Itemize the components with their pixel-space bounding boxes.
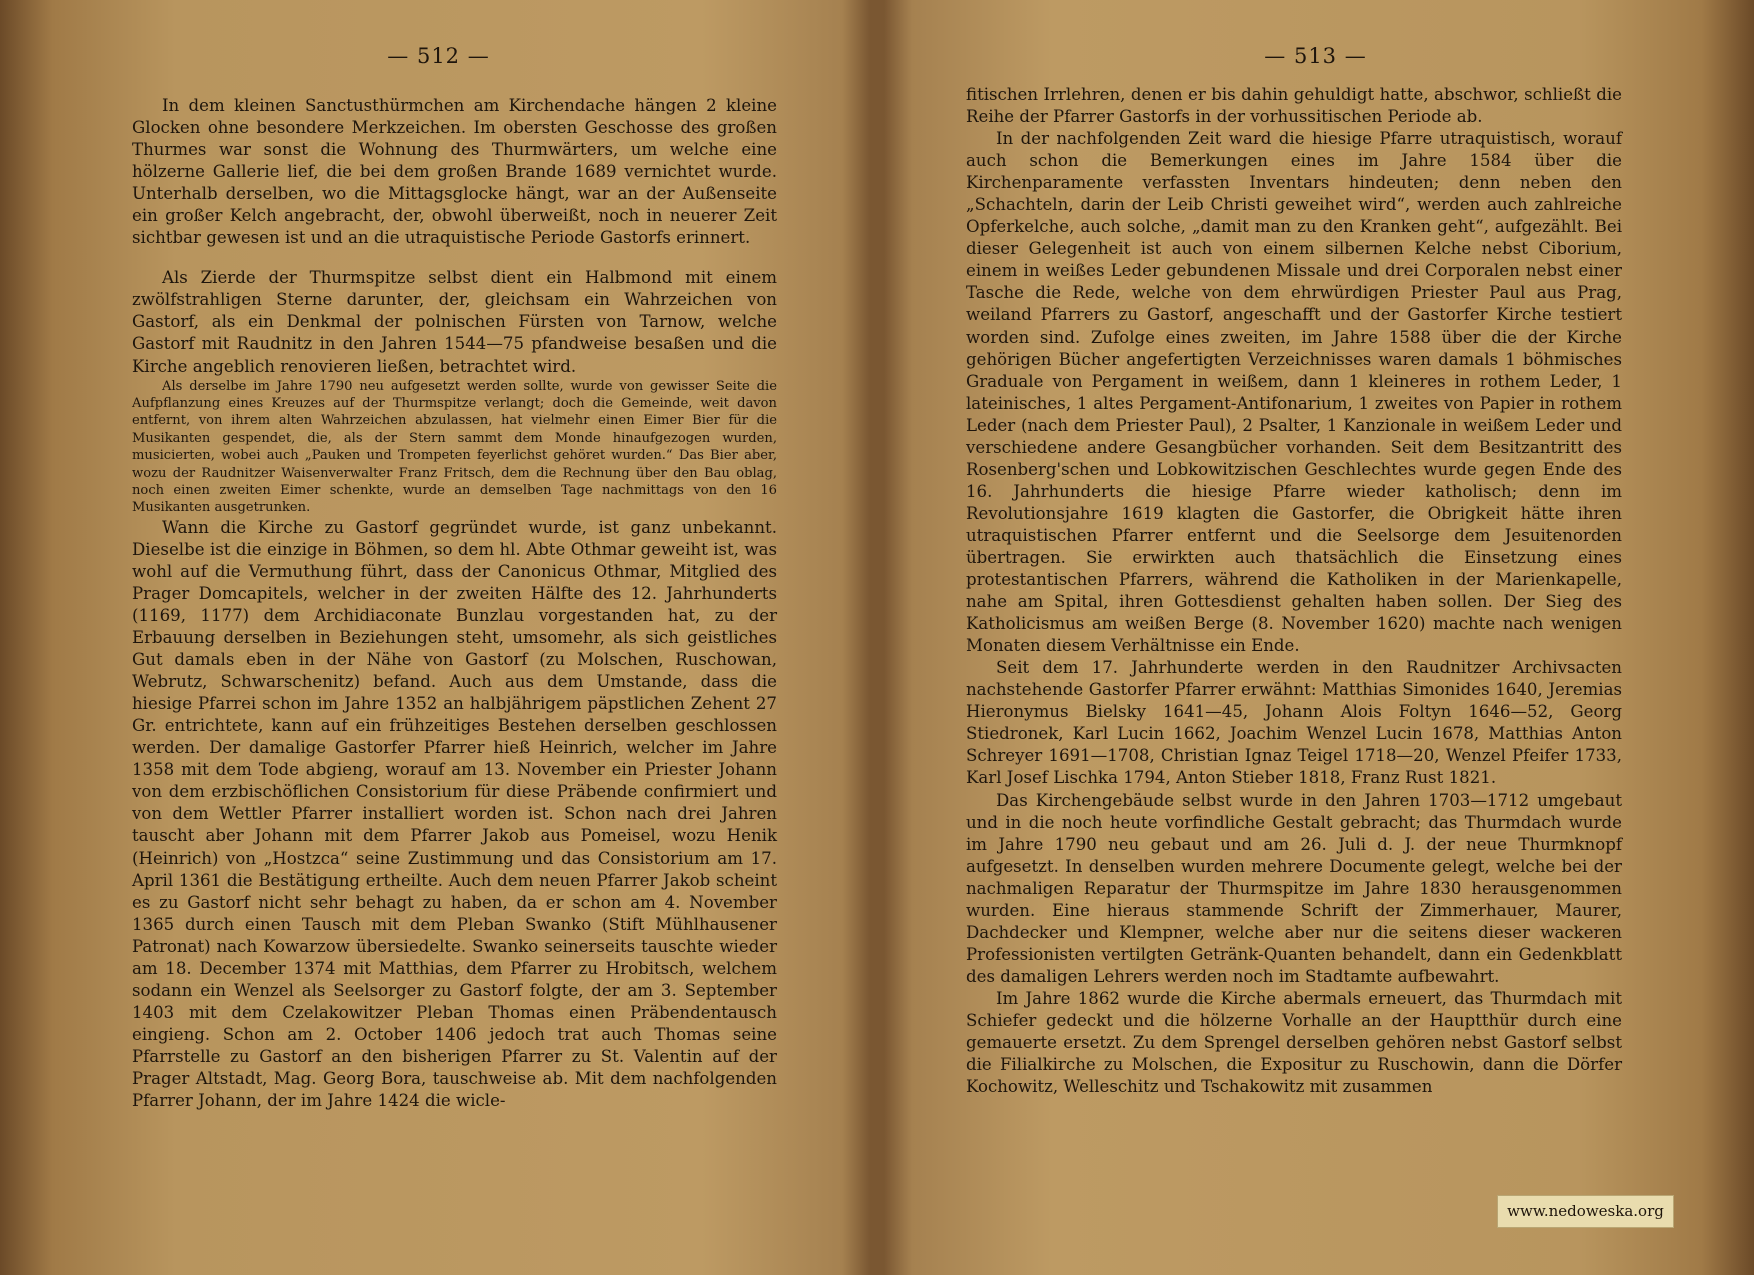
right-page bbox=[877, 0, 1754, 1275]
right-page-text bbox=[966, 84, 1622, 1098]
footnote: Als derselbe im Jahre 1790 neu aufgesetzt werden sollte, wurde von gewisser Seite die Aufpflanzung eines Kreuzes auf der Thurmspitze verlangt; doch die Gemeinde, weit davon entfernt, von ihrem alten Wahrzeichen abzulassen, hat vielmehr einen Eimer Bier für die Musikanten gespendet, die, als der Stern sammt dem Monde hinaufgezogen wurden, musicierten, wobei auch „Pauken und Trompeten feyerlichst gehöret wurden.“ Das Bier aber, wozu der Raudnitzer Waisenverwalter Franz Fritsch, dem die Rechnung über den Bau oblag, noch einen zweiten Eimer schenkte, wurde an demselben Tage nachmittags von den 16 Musikanten ausgetrunken. bbox=[132, 378, 777, 516]
watermark-label: www.nedoweska.org bbox=[1497, 1195, 1674, 1228]
paragraph: In der nachfolgenden Zeit ward die hiesige Pfarre utraquistisch, worauf auch schon die Bemerkungen eines im Jahre 1584 über die Kirchenparamente verfassten Inventars hindeuten; denn neben den „Schachteln, darin der Leib Christi geweihet wird“, werden auch zahlreiche Opferkelche, auch solche, „damit man zu den Kranken geht“, aufgezählt. Bei dieser Gelegenheit ist auch von einem silbernen Kelche nebst Ciborium, einem in weißes Leder gebundenen Missale und drei Corporalen nebst einer Tasche die Rede, welche von dem ehrwürdigen Priester Paul aus Prag, weiland Pfarrers zu Gastorf, angeschafft und der Gastorfer Kirche testiert worden sind. Zufolge eines zweiten, im Jahre 1588 über die der Kirche gehörigen Bücher angefertigten Verzeichnisses waren damals 1 böhmisches Graduale von Pergament in weißem, dann 1 kleineres in rothem Leder, 1 lateinisches, 1 altes Pergament-Antifonarium, 1 zweites von Papier in rothem Leder (nach dem Priester Paul), 2 Psalter, 1 Kanzionale in weißem Leder und verschiedene andere Gesangbücher vorhanden. Seit dem Besitzantritt des Rosenberg'schen und Lobkowitzischen Geschlechtes wurde gegen Ende des 16. Jahrhunderts die hiesige Pfarre wieder katholisch; denn im Revolutionsjahre 1619 klagten die Gastorfer, die Obrigkeit hätte ihren utraquistischen Pfarrer entfernt und die Seelsorge dem Jesuitenorden übertragen. Sie erwirkten auch thatsächlich die Einsetzung eines protestantischen Pfarrers, während die Katholiken in der Marienkapelle, nahe am Spital, ihren Gottesdienst gehalten haben sollen. Der Sieg des Katholicismus am weißen Berge (8. November 1620) machte nach wenigen Monaten diesem Verhältnisse ein Ende. bbox=[966, 129, 1622, 656]
paragraph: Seit dem 17. Jahrhunderte werden in den Raudnitzer Archivsacten nachstehende Gastorfer Pfarrer erwähnt: Matthias Simonides 1640, Jeremias Hieronymus Bielsky 1641—45, Johann Alois Foltyn 1646—52, Georg Stiedronek, Karl Lucin 1662, Joachim Wenzel Lucin 1678, Matthias Anton Schreyer 1691—1708, Christian Ignaz Teigel 1718—20, Wenzel Pfeifer 1733, Karl Josef Lischka 1794, Anton Stieber 1818, Franz Rust 1821. bbox=[966, 658, 1622, 788]
paragraph: In dem kleinen Sanctusthürmchen am Kirchendache hängen 2 kleine Glocken ohne besondere Merkzeichen. Im obersten Geschosse des großen Thurmes war sonst die Wohnung des Thurmwärters, um welche eine hölzerne Gallerie lief, die bei dem großen Brande 1689 vernichtet wurde. Unterhalb derselben, wo die Mittagsglocke hängt, war an der Außenseite ein großer Kelch angebracht, der, obwohl überweißt, noch in neuerer Zeit sichtbar gewesen ist und an die utraquistische Periode Gastorfs erinnert. bbox=[132, 96, 777, 248]
page-number-right: — 513 — bbox=[1264, 44, 1367, 68]
paragraph: Im Jahre 1862 wurde die Kirche abermals erneuert, das Thurmdach mit Schiefer gedeckt und die hölzerne Vorhalle an der Hauptthür durch eine gemauerte ersetzt. Zu dem Sprengel derselben gehören nebst Gastorf selbst die Filialkirche zu Molschen, die Expositur zu Ruschowin, dann die Dörfer Kochowitz, Welleschitz und Tschakowitz mit zusammen bbox=[966, 988, 1622, 1097]
page-number-left: — 512 — bbox=[387, 44, 490, 68]
paragraph: Wann die Kirche zu Gastorf gegründet wurde, ist ganz unbekannt. Dieselbe ist die einzige in Böhmen, so dem hl. Abte Othmar geweiht ist, was wohl auf die Vermuthung führt, dass der Canonicus Othmar, Mitglied des Prager Domcapitels, welcher in der zweiten Hälfte des 12. Jahrhunderts (1169, 1177) dem Archidiaconate Bunzlau vorgestanden hat, zu der Erbauung derselben in Beziehungen steht, umsomehr, als sich geistliches Gut damals eben in der Nähe von Gastorf (zu Molschen, Ruschowan, Webrutz, Schwarschenitz) befand. Auch aus dem Umstande, dass die hiesige Pfarrei schon im Jahre 1352 an halbjährigem päpstlichen Zehent 27 Gr. entrichtete, kann auf ein frühzeitiges Bestehen derselben geschlossen werden. Der damalige Gastorfer Pfarrer hieß Heinrich, welcher im Jahre 1358 mit dem Tode abgieng, worauf am 13. November ein Priester Johann von dem erzbischöflichen Consistorium für diese Präbende confirmiert und von dem Wettler Pfarrer installiert worden ist. Schon nach drei Jahren tauscht aber Johann mit dem Pfarrer Jakob aus Pomeisel, wozu Henik (Heinrich) von „Hostzca“ seine Zustimmung und das Consistorium am 17. April 1361 die Bestätigung ertheilte. Auch dem neuen Pfarrer Jakob scheint es zu Gastorf nicht sehr behagt zu haben, da er schon am 4. November 1365 durch einen Tausch mit dem Pleban Swanko (Stift Mühlhausener Patronat) nach Kowarzow übersiedelte. Swanko seinerseits tauschte wieder am 18. December 1374 mit Matthias, dem Pfarrer zu Hrobitsch, welchem sodann ein Wenzel als Seelsorger zu Gastorf folgte, der am 3. September 1403 mit dem Czelakowitzer Pleban Thomas einen Präbendentausch eingieng. Schon am 2. October 1406 jedoch trat auch Thomas seine Pfarrstelle zu Gastorf an den bisherigen Pfarrer zu St. Valentin auf der Prager Altstadt, Mag. Georg Bora, tauschweise ab. Mit dem nachfolgenden Pfarrer Johann, der im Jahre 1424 die wicle- bbox=[132, 517, 777, 1111]
paragraph: Als Zierde der Thurmspitze selbst dient ein Halbmond mit einem zwölfstrahligen Sterne darunter, der, gleichsam ein Wahrzeichen von Gastorf, als ein Denkmal der polnischen Fürsten von Tarnow, welche Gastorf mit Raudnitz in den Jahren 1544—75 pfandweise besaßen und die Kirche angeblich renovieren ließen, betrachtet wird. bbox=[132, 268, 777, 376]
paragraph-continuation: fitischen Irrlehren, denen er bis dahin gehuldigt hatte, abschwor, schließt die Reihe der Pfarrer Gastorfs in der vorhussitischen Periode ab. bbox=[966, 85, 1622, 127]
paragraph: Das Kirchengebäude selbst wurde in den Jahren 1703—1712 umgebaut und in die noch heute vorfindliche Gestalt gebracht; das Thurmdach wurde im Jahre 1790 neu gebaut und am 26. Juli d. J. der neue Thurmknopf aufgesetzt. In denselben wurden mehrere Documente gelegt, welche bei der nachmaligen Reparatur der Thurmspitze im Jahre 1830 herausgenommen wurden. Eine hieraus stammende Schrift der Zimmerhauer, Maurer, Dachdecker und Klempner, welche aber nur die seitens dieser wackeren Professionisten vertilgten Getränk-Quanten behandelt, dann ein Gedenkblatt des damaligen Lehrers werden noch im Stadtamte aufbewahrt. bbox=[966, 790, 1622, 986]
left-page-text bbox=[132, 95, 777, 1112]
